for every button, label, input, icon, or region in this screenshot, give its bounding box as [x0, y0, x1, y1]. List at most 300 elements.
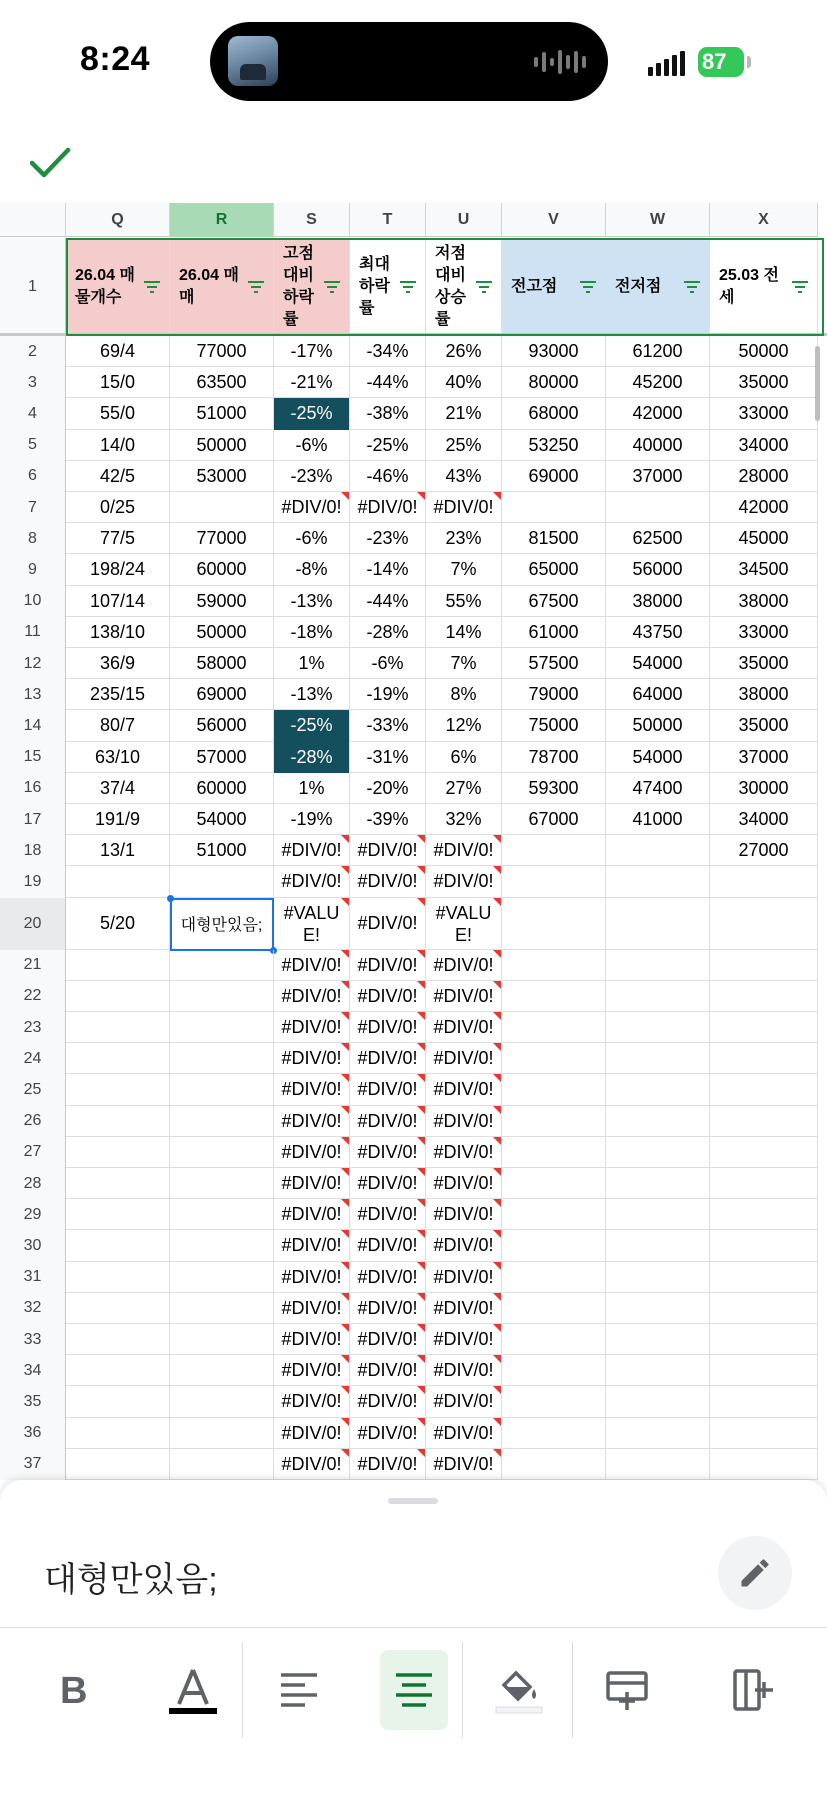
cell-q15[interactable]: 63/10 [66, 742, 170, 773]
cell-v17[interactable]: 67000 [502, 804, 606, 835]
cell-s35[interactable]: #DIV/0! [274, 1386, 350, 1417]
cell-v28[interactable] [502, 1168, 606, 1199]
row-number[interactable]: 6 [0, 461, 66, 492]
cell-w3[interactable]: 45200 [606, 367, 710, 398]
cell-w22[interactable] [606, 981, 710, 1012]
filter-icon[interactable] [247, 280, 265, 294]
cell-w30[interactable] [606, 1230, 710, 1261]
cell-u4[interactable]: 21% [426, 398, 502, 429]
cell-u5[interactable]: 25% [426, 430, 502, 461]
cell-r24[interactable] [170, 1043, 274, 1074]
cell-w20[interactable] [606, 898, 710, 950]
row-number[interactable]: 9 [0, 554, 66, 585]
cell-t33[interactable]: #DIV/0! [350, 1324, 426, 1355]
cell-r6[interactable]: 53000 [170, 461, 274, 492]
cell-t6[interactable]: -46% [350, 461, 426, 492]
cell-s23[interactable]: #DIV/0! [274, 1012, 350, 1043]
cell-r28[interactable] [170, 1168, 274, 1199]
cell-v4[interactable]: 68000 [502, 398, 606, 429]
filter-icon[interactable] [683, 280, 701, 294]
cell-v32[interactable] [502, 1293, 606, 1324]
cell-t19[interactable]: #DIV/0! [350, 866, 426, 897]
row-number[interactable]: 24 [0, 1043, 66, 1074]
cell-w19[interactable] [606, 866, 710, 897]
cell-r30[interactable] [170, 1230, 274, 1261]
cell-t21[interactable]: #DIV/0! [350, 950, 426, 981]
cell-x24[interactable] [710, 1043, 818, 1074]
cell-u22[interactable]: #DIV/0! [426, 981, 502, 1012]
cell-x20[interactable] [710, 898, 818, 950]
cell-u14[interactable]: 12% [426, 710, 502, 741]
cell-s28[interactable]: #DIV/0! [274, 1168, 350, 1199]
cell-v14[interactable]: 75000 [502, 710, 606, 741]
cell-s21[interactable]: #DIV/0! [274, 950, 350, 981]
header-cell[interactable] [606, 238, 710, 335]
row-number[interactable]: 1 [0, 238, 66, 335]
cell-u29[interactable]: #DIV/0! [426, 1199, 502, 1230]
row-number[interactable]: 37 [0, 1449, 66, 1480]
cell-x7[interactable]: 42000 [710, 492, 818, 523]
cell-w24[interactable] [606, 1043, 710, 1074]
dynamic-island[interactable] [210, 22, 608, 101]
cell-w31[interactable] [606, 1262, 710, 1293]
cell-r27[interactable] [170, 1137, 274, 1168]
cell-t31[interactable]: #DIV/0! [350, 1262, 426, 1293]
cell-t2[interactable]: -34% [350, 336, 426, 367]
cell-u7[interactable]: #DIV/0! [426, 492, 502, 523]
cell-x37[interactable] [710, 1449, 818, 1480]
cell-w29[interactable] [606, 1199, 710, 1230]
cell-x23[interactable] [710, 1012, 818, 1043]
cell-w10[interactable]: 38000 [606, 586, 710, 617]
cell-q35[interactable] [66, 1386, 170, 1417]
row-number[interactable]: 11 [0, 617, 66, 648]
cell-q14[interactable]: 80/7 [66, 710, 170, 741]
cell-q28[interactable] [66, 1168, 170, 1199]
column-header-t[interactable]: T [350, 203, 426, 237]
column-header-w[interactable]: W [606, 203, 710, 237]
cell-x22[interactable] [710, 981, 818, 1012]
header-cell[interactable] [350, 238, 426, 335]
header-cell[interactable] [502, 238, 606, 335]
cell-s13[interactable]: -13% [274, 679, 350, 710]
cell-w37[interactable] [606, 1449, 710, 1480]
cell-q5[interactable]: 14/0 [66, 430, 170, 461]
cell-x27[interactable] [710, 1137, 818, 1168]
cell-s34[interactable]: #DIV/0! [274, 1355, 350, 1386]
cell-s6[interactable]: -23% [274, 461, 350, 492]
cell-x5[interactable]: 34000 [710, 430, 818, 461]
cell-s4[interactable]: -25% [274, 398, 350, 429]
header-cell[interactable] [274, 238, 350, 335]
cell-w11[interactable]: 43750 [606, 617, 710, 648]
cell-s14[interactable]: -25% [274, 710, 350, 741]
cell-s10[interactable]: -13% [274, 586, 350, 617]
cell-u23[interactable]: #DIV/0! [426, 1012, 502, 1043]
cell-q9[interactable]: 198/24 [66, 554, 170, 585]
cell-s37[interactable]: #DIV/0! [274, 1449, 350, 1480]
cell-v6[interactable]: 69000 [502, 461, 606, 492]
cell-q8[interactable]: 77/5 [66, 523, 170, 554]
cell-u26[interactable]: #DIV/0! [426, 1106, 502, 1137]
text-color-button[interactable] [160, 1650, 226, 1730]
cell-v11[interactable]: 61000 [502, 617, 606, 648]
cell-x21[interactable] [710, 950, 818, 981]
cell-x14[interactable]: 35000 [710, 710, 818, 741]
cell-s33[interactable]: #DIV/0! [274, 1324, 350, 1355]
cell-w23[interactable] [606, 1012, 710, 1043]
cell-w7[interactable] [606, 492, 710, 523]
cell-t10[interactable]: -44% [350, 586, 426, 617]
column-header-q[interactable]: Q [66, 203, 170, 237]
cell-x19[interactable] [710, 866, 818, 897]
filter-icon[interactable] [323, 280, 341, 294]
cell-t32[interactable]: #DIV/0! [350, 1293, 426, 1324]
cell-x26[interactable] [710, 1106, 818, 1137]
cell-v33[interactable] [502, 1324, 606, 1355]
cell-w34[interactable] [606, 1355, 710, 1386]
cell-r32[interactable] [170, 1293, 274, 1324]
column-header-r[interactable]: R [170, 203, 274, 237]
align-left-button[interactable] [266, 1650, 332, 1730]
cell-w25[interactable] [606, 1074, 710, 1105]
row-number[interactable]: 35 [0, 1386, 66, 1417]
cell-x18[interactable]: 27000 [710, 835, 818, 866]
cell-x34[interactable] [710, 1355, 818, 1386]
cell-u6[interactable]: 43% [426, 461, 502, 492]
insert-row-button[interactable] [594, 1650, 660, 1730]
row-number[interactable]: 34 [0, 1355, 66, 1386]
cell-w6[interactable]: 37000 [606, 461, 710, 492]
cell-s24[interactable]: #DIV/0! [274, 1043, 350, 1074]
row-number[interactable]: 27 [0, 1137, 66, 1168]
row-number[interactable]: 16 [0, 773, 66, 804]
cell-w13[interactable]: 64000 [606, 679, 710, 710]
cell-u24[interactable]: #DIV/0! [426, 1043, 502, 1074]
row-number[interactable]: 2 [0, 336, 66, 367]
cell-r34[interactable] [170, 1355, 274, 1386]
cell-q19[interactable] [66, 866, 170, 897]
cell-t23[interactable]: #DIV/0! [350, 1012, 426, 1043]
cell-t26[interactable]: #DIV/0! [350, 1106, 426, 1137]
cell-q13[interactable]: 235/15 [66, 679, 170, 710]
row-number[interactable]: 26 [0, 1106, 66, 1137]
cell-v7[interactable] [502, 492, 606, 523]
cell-q36[interactable] [66, 1418, 170, 1449]
column-header-u[interactable]: U [426, 203, 502, 237]
cell-v35[interactable] [502, 1386, 606, 1417]
cell-u9[interactable]: 7% [426, 554, 502, 585]
row-number[interactable]: 13 [0, 679, 66, 710]
cell-t36[interactable]: #DIV/0! [350, 1418, 426, 1449]
cell-w2[interactable]: 61200 [606, 336, 710, 367]
column-header-s[interactable]: S [274, 203, 350, 237]
cell-s12[interactable]: 1% [274, 648, 350, 679]
cell-t11[interactable]: -28% [350, 617, 426, 648]
cell-u30[interactable]: #DIV/0! [426, 1230, 502, 1261]
cell-r35[interactable] [170, 1386, 274, 1417]
cell-u10[interactable]: 55% [426, 586, 502, 617]
cell-s29[interactable]: #DIV/0! [274, 1199, 350, 1230]
cell-v23[interactable] [502, 1012, 606, 1043]
cell-r4[interactable]: 51000 [170, 398, 274, 429]
cell-s26[interactable]: #DIV/0! [274, 1106, 350, 1137]
cell-t15[interactable]: -31% [350, 742, 426, 773]
row-number[interactable]: 23 [0, 1012, 66, 1043]
cell-r5[interactable]: 50000 [170, 430, 274, 461]
cell-r8[interactable]: 77000 [170, 523, 274, 554]
row-number[interactable]: 20 [0, 898, 66, 950]
cell-q30[interactable] [66, 1230, 170, 1261]
cell-q21[interactable] [66, 950, 170, 981]
cell-x35[interactable] [710, 1386, 818, 1417]
cell-x16[interactable]: 30000 [710, 773, 818, 804]
cell-r14[interactable]: 56000 [170, 710, 274, 741]
cell-q2[interactable]: 69/4 [66, 336, 170, 367]
cell-w4[interactable]: 42000 [606, 398, 710, 429]
cell-u20[interactable]: #VALUE! [426, 898, 502, 950]
header-cell[interactable] [426, 238, 502, 335]
cell-x25[interactable] [710, 1074, 818, 1105]
cell-x6[interactable]: 28000 [710, 461, 818, 492]
cell-v22[interactable] [502, 981, 606, 1012]
cell-s7[interactable]: #DIV/0! [274, 492, 350, 523]
cell-r31[interactable] [170, 1262, 274, 1293]
cell-r2[interactable]: 77000 [170, 336, 274, 367]
row-number[interactable]: 33 [0, 1324, 66, 1355]
cell-s2[interactable]: -17% [274, 336, 350, 367]
cell-w12[interactable]: 54000 [606, 648, 710, 679]
row-number[interactable]: 21 [0, 950, 66, 981]
cell-x29[interactable] [710, 1199, 818, 1230]
cell-x13[interactable]: 38000 [710, 679, 818, 710]
cell-w9[interactable]: 56000 [606, 554, 710, 585]
cell-t22[interactable]: #DIV/0! [350, 981, 426, 1012]
cell-v30[interactable] [502, 1230, 606, 1261]
cell-s25[interactable]: #DIV/0! [274, 1074, 350, 1105]
cell-x36[interactable] [710, 1418, 818, 1449]
cell-v5[interactable]: 53250 [502, 430, 606, 461]
cell-s31[interactable]: #DIV/0! [274, 1262, 350, 1293]
cell-v29[interactable] [502, 1199, 606, 1230]
row-number[interactable]: 19 [0, 866, 66, 897]
cell-v25[interactable] [502, 1074, 606, 1105]
cell-u15[interactable]: 6% [426, 742, 502, 773]
frozen-row-divider[interactable] [0, 333, 827, 336]
cell-s20[interactable]: #VALUE! [274, 898, 350, 950]
cell-t12[interactable]: -6% [350, 648, 426, 679]
cell-x30[interactable] [710, 1230, 818, 1261]
cell-u37[interactable]: #DIV/0! [426, 1449, 502, 1480]
cell-w15[interactable]: 54000 [606, 742, 710, 773]
edit-pencil-button[interactable] [718, 1536, 792, 1610]
cell-r16[interactable]: 60000 [170, 773, 274, 804]
cell-x2[interactable]: 50000 [710, 336, 818, 367]
row-number[interactable]: 4 [0, 398, 66, 429]
cell-q33[interactable] [66, 1324, 170, 1355]
cell-u31[interactable]: #DIV/0! [426, 1262, 502, 1293]
cell-u36[interactable]: #DIV/0! [426, 1418, 502, 1449]
cell-q37[interactable] [66, 1449, 170, 1480]
header-cell[interactable] [710, 238, 818, 335]
cell-v36[interactable] [502, 1418, 606, 1449]
cell-u11[interactable]: 14% [426, 617, 502, 648]
column-header-x[interactable]: X [710, 203, 818, 237]
row-number[interactable]: 30 [0, 1230, 66, 1261]
cell-q6[interactable]: 42/5 [66, 461, 170, 492]
row-number[interactable]: 22 [0, 981, 66, 1012]
formula-bar-value[interactable]: 대형만있음; [44, 1561, 218, 1599]
cell-w35[interactable] [606, 1386, 710, 1417]
drag-handle[interactable] [388, 1498, 438, 1504]
spreadsheet-grid[interactable] [0, 203, 827, 1490]
cell-u35[interactable]: #DIV/0! [426, 1386, 502, 1417]
cell-q20[interactable]: 5/20 [66, 898, 170, 950]
cell-q7[interactable]: 0/25 [66, 492, 170, 523]
cell-q22[interactable] [66, 981, 170, 1012]
cell-w5[interactable]: 40000 [606, 430, 710, 461]
fill-color-button[interactable] [486, 1650, 552, 1730]
cell-s11[interactable]: -18% [274, 617, 350, 648]
cell-q26[interactable] [66, 1106, 170, 1137]
cell-w32[interactable] [606, 1293, 710, 1324]
cell-v20[interactable] [502, 898, 606, 950]
cell-r11[interactable]: 50000 [170, 617, 274, 648]
cell-s18[interactable]: #DIV/0! [274, 835, 350, 866]
cell-s9[interactable]: -8% [274, 554, 350, 585]
cell-x10[interactable]: 38000 [710, 586, 818, 617]
cell-u28[interactable]: #DIV/0! [426, 1168, 502, 1199]
row-number[interactable]: 25 [0, 1074, 66, 1105]
cell-t4[interactable]: -38% [350, 398, 426, 429]
cell-q34[interactable] [66, 1355, 170, 1386]
cell-v2[interactable]: 93000 [502, 336, 606, 367]
cell-u16[interactable]: 27% [426, 773, 502, 804]
cell-q31[interactable] [66, 1262, 170, 1293]
cell-u32[interactable]: #DIV/0! [426, 1293, 502, 1324]
cell-q17[interactable]: 191/9 [66, 804, 170, 835]
vertical-scrollbar[interactable] [815, 346, 820, 421]
cell-t24[interactable]: #DIV/0! [350, 1043, 426, 1074]
cell-q3[interactable]: 15/0 [66, 367, 170, 398]
cell-t20[interactable]: #DIV/0! [350, 898, 426, 950]
cell-u2[interactable]: 26% [426, 336, 502, 367]
cell-x8[interactable]: 45000 [710, 523, 818, 554]
cell-v10[interactable]: 67500 [502, 586, 606, 617]
cell-r18[interactable]: 51000 [170, 835, 274, 866]
cell-s36[interactable]: #DIV/0! [274, 1418, 350, 1449]
cell-u17[interactable]: 32% [426, 804, 502, 835]
cell-s30[interactable]: #DIV/0! [274, 1230, 350, 1261]
cell-s17[interactable]: -19% [274, 804, 350, 835]
cell-q11[interactable]: 138/10 [66, 617, 170, 648]
filter-icon[interactable] [579, 280, 597, 294]
cell-u21[interactable]: #DIV/0! [426, 950, 502, 981]
cell-u33[interactable]: #DIV/0! [426, 1324, 502, 1355]
cell-t16[interactable]: -20% [350, 773, 426, 804]
cell-r29[interactable] [170, 1199, 274, 1230]
cell-t37[interactable]: #DIV/0! [350, 1449, 426, 1480]
cell-v26[interactable] [502, 1106, 606, 1137]
cell-u34[interactable]: #DIV/0! [426, 1355, 502, 1386]
cell-r22[interactable] [170, 981, 274, 1012]
cell-q27[interactable] [66, 1137, 170, 1168]
cell-q4[interactable]: 55/0 [66, 398, 170, 429]
cell-x17[interactable]: 34000 [710, 804, 818, 835]
cell-w18[interactable] [606, 835, 710, 866]
cell-s3[interactable]: -21% [274, 367, 350, 398]
cell-w16[interactable]: 47400 [606, 773, 710, 804]
cell-w17[interactable]: 41000 [606, 804, 710, 835]
cell-w26[interactable] [606, 1106, 710, 1137]
cell-r26[interactable] [170, 1106, 274, 1137]
cell-r10[interactable]: 59000 [170, 586, 274, 617]
cell-r3[interactable]: 63500 [170, 367, 274, 398]
cell-r33[interactable] [170, 1324, 274, 1355]
row-number[interactable]: 5 [0, 430, 66, 461]
cell-t13[interactable]: -19% [350, 679, 426, 710]
align-center-button[interactable] [380, 1650, 448, 1730]
cell-t34[interactable]: #DIV/0! [350, 1355, 426, 1386]
cell-v16[interactable]: 59300 [502, 773, 606, 804]
cell-q32[interactable] [66, 1293, 170, 1324]
cell-t8[interactable]: -23% [350, 523, 426, 554]
cell-q16[interactable]: 37/4 [66, 773, 170, 804]
cell-v12[interactable]: 57500 [502, 648, 606, 679]
filter-icon[interactable] [399, 280, 417, 294]
cell-t14[interactable]: -33% [350, 710, 426, 741]
row-number[interactable]: 36 [0, 1418, 66, 1449]
cell-s5[interactable]: -6% [274, 430, 350, 461]
cell-u12[interactable]: 7% [426, 648, 502, 679]
cell-u19[interactable]: #DIV/0! [426, 866, 502, 897]
filter-icon[interactable] [143, 280, 161, 294]
cell-x3[interactable]: 35000 [710, 367, 818, 398]
cell-u25[interactable]: #DIV/0! [426, 1074, 502, 1105]
cell-u3[interactable]: 40% [426, 367, 502, 398]
cell-r25[interactable] [170, 1074, 274, 1105]
cell-t30[interactable]: #DIV/0! [350, 1230, 426, 1261]
cell-t7[interactable]: #DIV/0! [350, 492, 426, 523]
cell-v18[interactable] [502, 835, 606, 866]
row-number[interactable]: 12 [0, 648, 66, 679]
cell-v3[interactable]: 80000 [502, 367, 606, 398]
cell-w28[interactable] [606, 1168, 710, 1199]
cell-q24[interactable] [66, 1043, 170, 1074]
row-number[interactable]: 15 [0, 742, 66, 773]
cell-t35[interactable]: #DIV/0! [350, 1386, 426, 1417]
cell-u8[interactable]: 23% [426, 523, 502, 554]
select-all-corner[interactable] [0, 203, 66, 237]
cell-t27[interactable]: #DIV/0! [350, 1137, 426, 1168]
cell-r9[interactable]: 60000 [170, 554, 274, 585]
cell-q10[interactable]: 107/14 [66, 586, 170, 617]
cell-r13[interactable]: 69000 [170, 679, 274, 710]
cell-v37[interactable] [502, 1449, 606, 1480]
header-cell[interactable] [170, 238, 274, 335]
cell-t17[interactable]: -39% [350, 804, 426, 835]
cell-t3[interactable]: -44% [350, 367, 426, 398]
cell-v31[interactable] [502, 1262, 606, 1293]
filter-icon[interactable] [791, 280, 809, 294]
cell-v34[interactable] [502, 1355, 606, 1386]
cell-x31[interactable] [710, 1262, 818, 1293]
cell-r12[interactable]: 58000 [170, 648, 274, 679]
cell-s16[interactable]: 1% [274, 773, 350, 804]
cell-u18[interactable]: #DIV/0! [426, 835, 502, 866]
header-cell[interactable] [66, 238, 170, 335]
cell-q25[interactable] [66, 1074, 170, 1105]
